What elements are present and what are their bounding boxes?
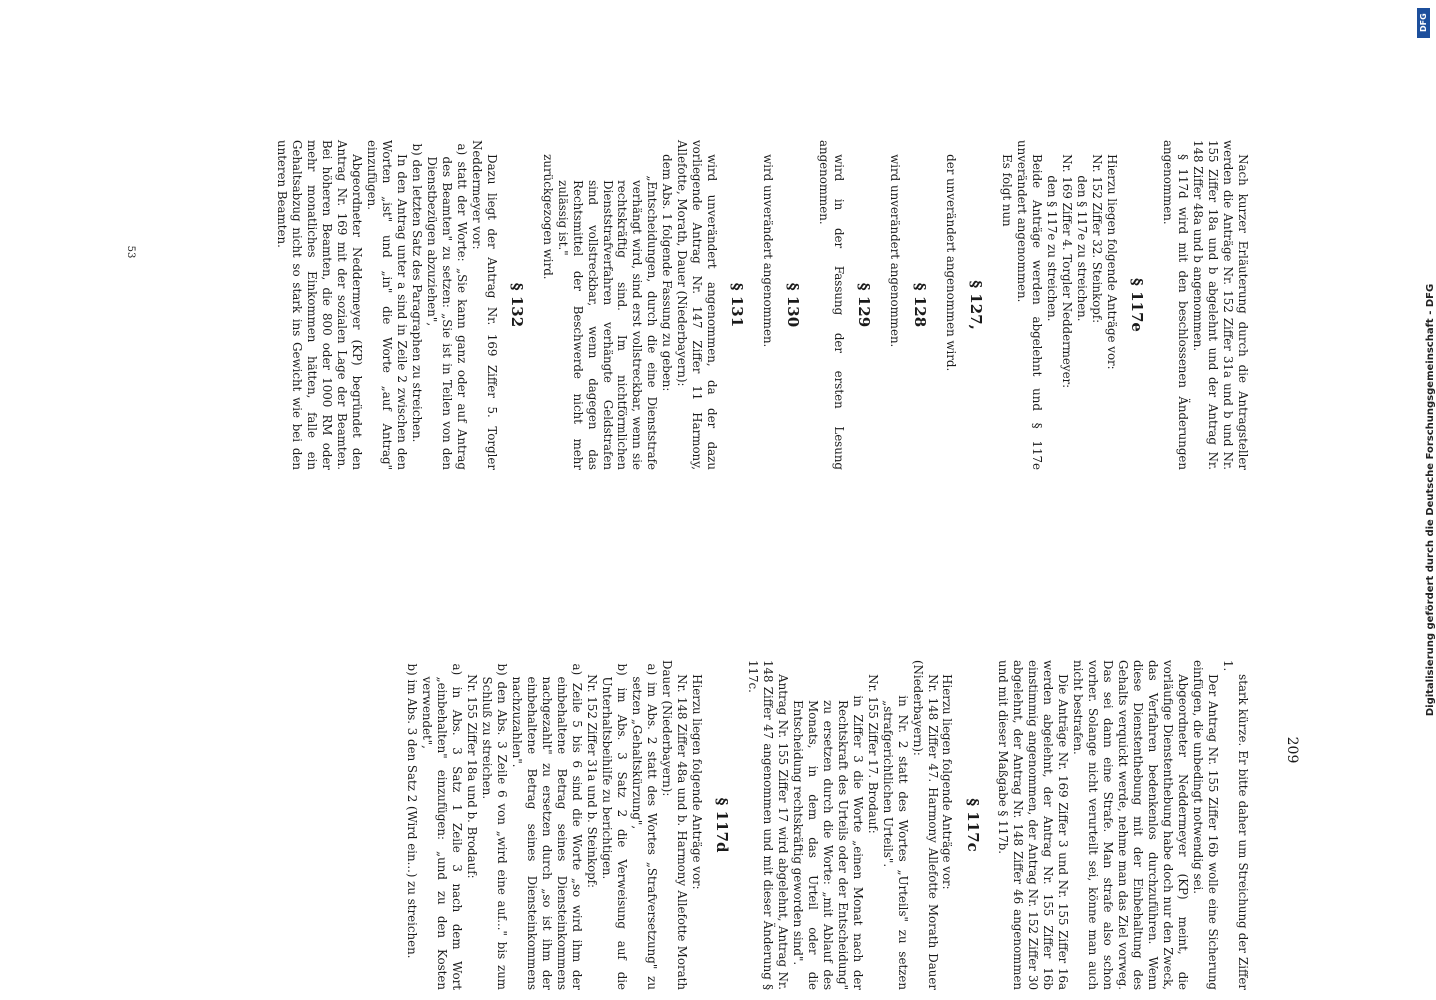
paragraph: Nr. 148 Ziffer 47. Harmony Allefotte Morath Dauer (Niederbayern):: [910, 660, 940, 990]
paragraph: Dazu liegt der Antrag Nr. 169 Ziffer 5. Torgler Neddermeyer vor:: [469, 140, 499, 470]
paragraph: Nr. 148 Ziffer 48a und b. Harmony Allefotte Morath Dauer (Niederbayern):: [659, 660, 689, 990]
page-right-number: 209: [1284, 736, 1300, 764]
page-left-number: 53: [125, 245, 136, 259]
paragraph: Nr. 152 Ziffer 32. Steinkopf:: [1090, 154, 1105, 324]
paragraph: wird in der Fassung der ersten Lesung angenommen.: [817, 140, 847, 470]
paragraph: Die Anträge Nr. 169 Ziffer 3 und Nr. 155 Ziffer 16a werden abgelehnt, der Antrag Nr. 155 Ziffer 16b einstimmig angenommen, der Antrag Nr. 152 Ziffer 30 abgelehnt, der Antrag Nr. 148 Ziffer 46 angenommen und mit dieser Maßgabe § 117b.: [996, 660, 1071, 990]
section-heading: § 127,: [967, 280, 986, 330]
paragraph: Hierzu liegen folgende Anträge vor:: [689, 674, 704, 890]
list-item: a) im Abs. 2 statt des Wortes „Strafversetzung" zu setzen „Gehaltskürzung",: [630, 663, 659, 990]
page-right-column: [405, 660, 1251, 990]
paragraph: wird unverändert angenommen, da der dazu vorliegende Antrag Nr. 147 Ziffer 11 Harmony, Allefotte, Morath, Dauer (Niederbayern):: [675, 140, 720, 470]
list-item: a) in Abs. 3 Satz 1 Zeile 3 nach dem Wort „einbehalten" einzufügen: „und zu den Kosten verwendet",: [420, 663, 465, 990]
paragraph: der unverändert angenommen wird.: [944, 154, 959, 372]
paragraph: wird unverändert angenommen.: [888, 154, 903, 348]
section-heading: § 117d: [712, 797, 731, 853]
section-heading: § 117e: [1128, 278, 1147, 332]
list-item: b) im Abs. 3 Satz 2 die Verweisung auf die Unterhaltsbeihilfe zu berichtigen.: [600, 663, 630, 990]
paragraph: Hierzu liegen folgende Anträge vor:: [940, 674, 955, 890]
paragraph: zurückgezogen wird.: [540, 154, 555, 280]
section-heading: § 117c: [963, 798, 982, 852]
quoted-motion: den § 117e zu streichen.: [1045, 175, 1060, 322]
paragraph: Nr. 155 Ziffer 18a und b. Brodauf:: [465, 674, 480, 879]
paragraph: Nr. 155 Ziffer 17. Brodauf:: [865, 674, 880, 834]
list-item: a) statt der Worte: „Sie kann ganz oder auf Antrag des Beamten" zu setzen: „Sie ist in Teilen von den Dienstbezügen abzuziehen",: [424, 143, 469, 470]
paragraph: Antrag Nr. 155 Ziffer 17 wird abgelehnt, Antrag Nr. 148 Ziffer 47 angenommen und mit dieser Änderung § 117c.: [745, 660, 790, 990]
dfg-logo: DFG: [1417, 8, 1430, 38]
section-heading: § 131: [728, 282, 747, 328]
list-item: b) den Abs. 3 Zeile 6 von „wird eine auf..." bis zum Schluß zu streichen.: [480, 663, 510, 990]
digitization-credit: Digitalisierung gefördert durch die Deutsche Forschungsgemeinschaft - DFG: [1425, 283, 1436, 717]
paragraph: Der Antrag Nr. 155 Ziffer 16b wolle eine Sicherung einfügen, die unbedingt notwendig sei.: [1191, 660, 1221, 990]
paragraph: Nr. 169 Ziffer 4. Torgler Neddermeyer:: [1060, 154, 1075, 389]
paragraph: In den Antrag unter a sind in Zeile 2 zwischen den Worten „ist" und „in" die Worte „auf Antrag" einzufügen.: [364, 140, 409, 470]
paragraph: Es folgt nun: [1000, 154, 1015, 227]
quoted-motion: in Ziffer 3 die Worte „einen Monat nach der Rechtskraft des Urteils oder der Entscheidung" zu ersetzen durch die Worte: „mit Ablauf des Monats, in dem das Urteil oder die Entscheidung rechtskräftig geworden sind".: [790, 695, 865, 990]
list-item: b) den letzten Satz des Paragraphen zu streichen.: [409, 143, 424, 443]
paragraph: dem Abs. 1 folgende Fassung zu geben:: [660, 154, 675, 392]
page-left-column: [274, 140, 1250, 470]
paragraph: stark kürze. Er bitte daher um Streichung der Ziffer 1.: [1221, 660, 1250, 990]
quoted-motion: den § 117e zu streichen.: [1075, 175, 1090, 322]
quoted-motion: in Nr. 2 statt des Wortes „Urteils" zu setzen „strafgerichtlichen Urteils".: [880, 695, 910, 990]
paragraph: Nach kurzer Erläuterung durch die Antragsteller werden die Anträge Nr. 152 Ziffer 31a und b und Nr. 155 Ziffer 18a und b abgelehnt und der Antrag Nr. 148 Ziffer 48a und b angenommen.: [1191, 140, 1250, 470]
list-item: b) im Abs. 3 den Satz 2 (Wird ein...) zu streichen.: [405, 663, 420, 959]
section-heading: § 130: [784, 282, 803, 328]
page-right: [0, 500, 1400, 1000]
paragraph: Hierzu liegen folgende Anträge vor:: [1105, 154, 1120, 370]
section-heading: § 129: [855, 282, 874, 328]
paragraph: Abgeordneter Neddermeyer (KP) begründet den Antrag Nr. 169 mit der sozialen Lage der Beamten. Bei höheren Beamten, die 800 oder 1000 RM oder mehr monatliches Einkommen hätten, falle ein Gehaltsabzug nicht so stark ins Gewicht wie bei den unteren Beamten.: [275, 140, 364, 470]
section-heading: § 128: [911, 282, 930, 328]
paragraph: wird unverändert angenommen.: [761, 154, 776, 348]
section-heading: § 132: [507, 282, 526, 328]
page-left: [0, 0, 1400, 500]
paragraph: § 117d wird mit den beschlossenen Änderungen angenommen.: [1161, 140, 1191, 470]
paragraph: Nr. 152 Ziffer 31a und b. Steinkopf:: [585, 674, 600, 888]
list-item: a) Zeile 5 bis 6 sind die Worte „so wird ihm der einbehaltene Betrag seines Diensteinkommens nachgezahlt" zu ersetzen durch „so ist ihm der einbehaltene Betrag seines Diensteinkommens nachzuzahlen".: [510, 663, 585, 990]
paragraph: Abgeordneter Neddermeyer (KP) meint, die vorläufige Dienstenthebung habe doch nur den Zweck, das Verfahren bedenkenlos durchzuführen. Wenn diese Dienstenthebung mit der Einbehaltung des Gehalts verquickt werde, nehme man das Ziel vorweg. Das sei dann eine Strafe. Man strafe also schon vorher. Solange nicht verurteilt sei, könne man auch nicht bestrafen.: [1071, 660, 1191, 990]
paragraph: Beide Anträge werden abgelehnt und § 117e unverändert angenommen.: [1015, 140, 1045, 470]
quoted-motion: „Entscheidungen, durch die eine Dienststrafe verhängt wird, sind erst vollstreckbar, wenn sie rechtskräftig sind. Im nichtförmlichen Dienststrafverfahren verhängte Geldstrafen sind vollstreckbar, wenn dagegen das Rechtsmittel der Beschwerde nicht mehr zulässig ist.": [555, 175, 660, 470]
